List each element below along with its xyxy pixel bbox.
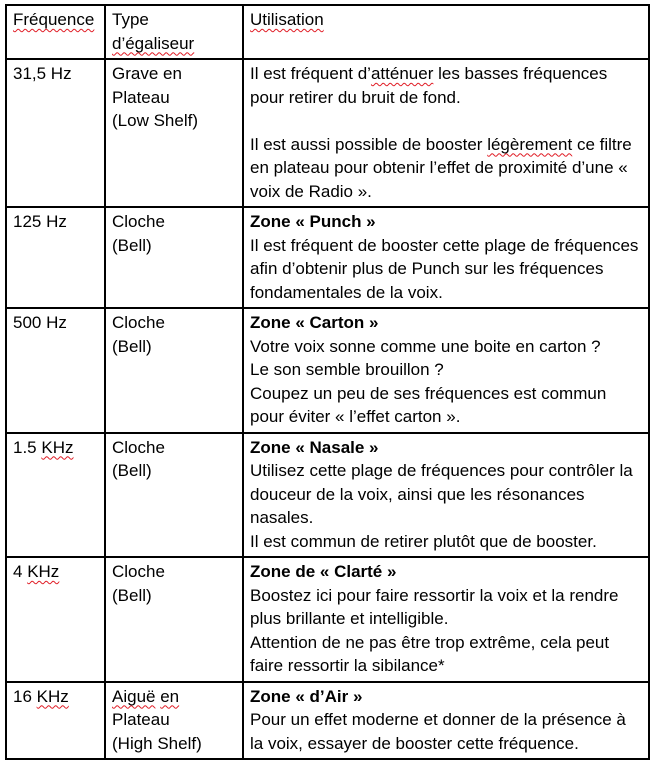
- cell-paragraph: [250, 631, 642, 678]
- type-cell: [105, 207, 243, 308]
- text-segment: Il est fréquent d’: [250, 64, 371, 83]
- cell-paragraph: [13, 560, 98, 584]
- zone-title: [250, 311, 642, 335]
- blank-line: [250, 109, 642, 133]
- text-segment: Plateau: [112, 87, 170, 107]
- cell-paragraph: [13, 210, 98, 234]
- cell-paragraph: [250, 234, 642, 305]
- header-row: [6, 5, 649, 59]
- cell-paragraph: [250, 459, 642, 530]
- cell-paragraph: [13, 685, 98, 709]
- text-segment: Type: [112, 10, 149, 29]
- misspelled-word: KHz: [27, 562, 60, 581]
- text-segment: Utilisez cette plage de fréquences pour contrôler la douceur de la voix, ainsi que les résonances nasales.: [250, 461, 633, 527]
- text-segment: Grave en: [112, 64, 182, 83]
- cell-paragraph: [13, 8, 98, 32]
- text-segment: Zone de « Clarté »: [250, 562, 397, 581]
- text-segment: (Bell): [112, 461, 152, 480]
- type-cell: [105, 682, 243, 760]
- type-cell: [105, 59, 243, 207]
- text-segment: Zone « d’Air »: [250, 686, 363, 706]
- text-segment: (Bell): [112, 235, 152, 255]
- misspelled-word: KHz: [41, 437, 74, 457]
- text-segment: 125 Hz: [13, 212, 67, 231]
- text-segment: Boostez ici pour faire ressortir la voix et la rendre plus brillante et intelligible.: [250, 585, 619, 628]
- cell-paragraph: [112, 109, 236, 133]
- table-row: [6, 682, 649, 760]
- type-cell: [105, 433, 243, 558]
- cell-paragraph: [112, 685, 236, 709]
- cell-paragraph: [112, 584, 236, 608]
- cell-paragraph: [112, 335, 236, 359]
- cell-paragraph: [13, 311, 98, 335]
- text-segment: Votre voix sonne comme une boite en carton ?: [250, 336, 601, 356]
- misspelled-word: d’égaliseur: [112, 33, 195, 53]
- text-segment: Pour un effet moderne et donner de la présence à la voix, essayer de booster cette fréquence.: [250, 710, 626, 753]
- text-segment: Il est fréquent de booster cette plage de fréquences afin d’obtenir plus de Punch sur les fréquences fondamentales de la voix.: [250, 235, 639, 302]
- eq-frequency-table: [5, 4, 650, 760]
- text-segment: Cloche: [112, 562, 165, 581]
- text-segment: Cloche: [112, 212, 165, 231]
- cell-paragraph: [112, 62, 236, 86]
- cell-paragraph: [112, 436, 236, 460]
- cell-paragraph: [250, 62, 642, 109]
- table-row: [6, 308, 649, 433]
- cell-paragraph: [13, 436, 98, 460]
- frequency-cell: [6, 308, 105, 433]
- usage-cell: [243, 433, 649, 558]
- text-segment: Cloche: [112, 313, 165, 332]
- text-segment: ce filtre en plateau pour obtenir l’effet de proximité d’une « voix de Radio ».: [250, 134, 632, 201]
- misspelled-word: Utilisation: [250, 10, 324, 29]
- frequency-cell: [6, 207, 105, 308]
- table-row: [6, 59, 649, 207]
- text-segment: Zone « Punch »: [250, 212, 376, 231]
- type-cell: [105, 308, 243, 433]
- cell-paragraph: [250, 358, 642, 382]
- text-segment: les basses fréquences pour retirer du bruit de fond.: [250, 64, 608, 107]
- cell-paragraph: [112, 210, 236, 234]
- cell-paragraph: [112, 732, 236, 756]
- frequency-cell: [6, 433, 105, 558]
- table-row: [6, 433, 649, 558]
- cell-paragraph: [112, 459, 236, 483]
- usage-cell: [243, 207, 649, 308]
- zone-title: [250, 210, 642, 234]
- cell-paragraph: [112, 708, 236, 732]
- cell-paragraph: [250, 335, 642, 359]
- usage-cell: [243, 308, 649, 433]
- table-row: [6, 207, 649, 308]
- misspelled-word: KHz: [36, 686, 69, 706]
- cell-paragraph: [250, 584, 642, 631]
- cell-paragraph: [112, 8, 236, 32]
- table-header: [6, 5, 649, 59]
- text-segment: (Low Shelf): [112, 111, 198, 130]
- usage-cell: [243, 682, 649, 760]
- cell-paragraph: [250, 133, 642, 204]
- text-segment: Cloche: [112, 437, 165, 457]
- column-header-usage: [243, 5, 649, 59]
- cell-paragraph: [250, 708, 642, 755]
- column-header-frequency: [6, 5, 105, 59]
- zone-title: [250, 560, 642, 584]
- cell-paragraph: [112, 560, 236, 584]
- zone-title: [250, 436, 642, 460]
- text-segment: (Bell): [112, 336, 152, 356]
- cell-paragraph: [13, 62, 98, 86]
- zone-title: [250, 685, 642, 709]
- text-segment: 1.5: [13, 437, 42, 457]
- cell-paragraph: [250, 530, 642, 554]
- text-segment: Il est commun de retirer plutôt que de booster.: [250, 531, 597, 551]
- frequency-cell: [6, 59, 105, 207]
- text-segment: 500 Hz: [13, 313, 67, 332]
- table-body: [6, 59, 649, 759]
- text-segment: (Bell): [112, 585, 152, 605]
- column-header-type: [105, 5, 243, 59]
- cell-paragraph: [250, 8, 642, 32]
- text-segment: Plateau: [112, 710, 170, 729]
- text-segment: Attention de ne pas être trop extrême, cela peut faire ressortir la sibilance*: [250, 632, 610, 675]
- table-row: [6, 557, 649, 682]
- text-segment: Zone « Carton »: [250, 313, 379, 332]
- misspelled-word: Fréquence: [13, 10, 95, 29]
- frequency-cell: [6, 682, 105, 760]
- text-segment: (High Shelf): [112, 733, 202, 753]
- cell-paragraph: [112, 86, 236, 110]
- cell-paragraph: [112, 311, 236, 335]
- text-segment: Zone « Nasale »: [250, 437, 379, 457]
- text-segment: 31,5 Hz: [13, 64, 72, 83]
- frequency-cell: [6, 557, 105, 682]
- text-segment: Il est aussi possible de booster: [250, 134, 488, 154]
- text-segment: Coupez un peu de ses fréquences est commun pour éviter « l’effet carton ».: [250, 383, 607, 426]
- text-segment: 16: [13, 686, 37, 706]
- misspelled-word: légèrement: [487, 134, 573, 154]
- cell-paragraph: [250, 382, 642, 429]
- misspelled-word: Aiguë: [112, 686, 156, 706]
- usage-cell: [243, 59, 649, 207]
- cell-paragraph: [112, 234, 236, 258]
- text-segment: 4: [13, 562, 28, 581]
- misspelled-word: atténuer: [370, 64, 434, 83]
- usage-cell: [243, 557, 649, 682]
- cell-paragraph: [112, 32, 236, 56]
- misspelled-word: en: [160, 686, 180, 706]
- type-cell: [105, 557, 243, 682]
- text-segment: Le son semble brouillon ?: [250, 360, 444, 379]
